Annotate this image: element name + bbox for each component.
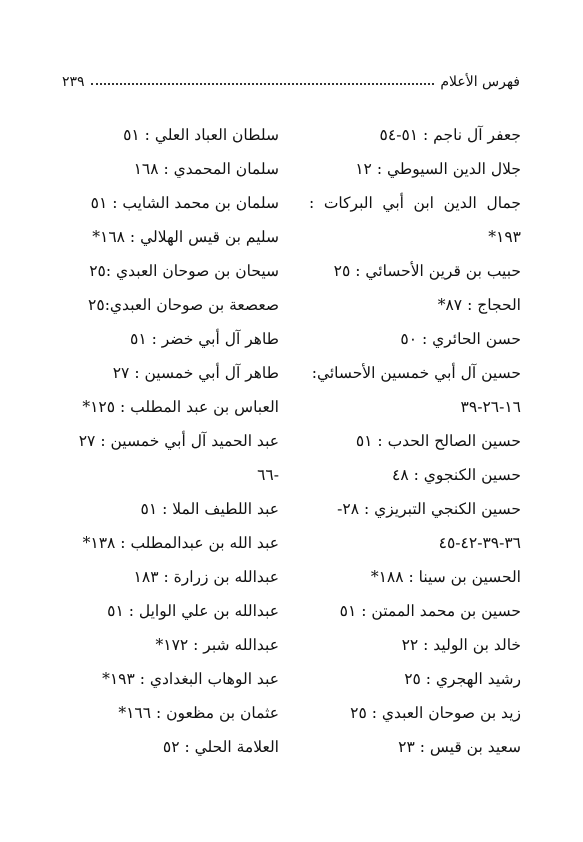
index-entry: سيحان بن صوحان العبدي :٢٥ [89,262,279,280]
index-entry: صعصعة بن صوحان العبدي:٢٥ [88,296,279,314]
page-number: ٢٣٩ [62,74,85,90]
index-column-right [309,118,521,764]
header-title: فهرس الأعلام [440,74,520,90]
index-entry: حسين الصالح الحدب : ٥١ [355,432,521,450]
index-entry: عبد الله بن عبدالمطلب : ١٣٨* [82,534,279,552]
index-entry: خالد بن الوليد : ٢٢ [401,636,521,654]
index-entry: سلمان المحمدي : ١٦٨ [133,160,279,178]
index-entry: حبيب بن قرين الأحسائي : ٢٥ [333,262,521,280]
index-entry-continuation: ١٩٣* [488,228,521,246]
index-entry: سليم بن قيس الهلالي : ١٦٨* [92,228,279,246]
index-entry: طاهر آل أبي خمسين : ٢٧ [112,364,279,382]
index-entry: جمال الدين ابن أبي البركات : [309,194,521,212]
index-entry: حسين الكنجوي : ٤٨ [392,466,521,484]
index-column-left [55,118,279,764]
index-entry: رشيد الهجري : ٢٥ [404,670,521,688]
index-entry-continuation: ١٦-٢٦-٣٩ [460,398,521,416]
index-entry: عثمان بن مظعون : ١٦٦* [118,704,279,722]
index-entry: حسن الحائري : ٥٠ [400,330,521,348]
index-entry: زيد بن صوحان العبدي : ٢٥ [350,704,521,722]
index-entry-continuation: ٣٦-٣٩-٤٢-٤٥ [438,534,521,552]
index-entry: سعيد بن قيس : ٢٣ [398,738,521,756]
index-entry: الحسين بن سينا : ١٨٨* [370,568,521,586]
index-entry: عبد اللطيف الملا : ٥١ [140,500,279,518]
index-entry: عبدالله بن زرارة : ١٨٣ [133,568,279,586]
index-entry: عبدالله بن علي الوايل : ٥١ [107,602,279,620]
dot-leader [91,83,435,85]
index-entry: حسين بن محمد الممتن : ٥١ [339,602,521,620]
index-entry: العباس بن عبد المطلب : ١٢٥* [82,398,279,416]
index-entry: جعفر آل ناجم : ٥١-٥٤ [379,126,521,144]
index-entry: الحجاج : ٨٧* [437,296,521,314]
page-header [62,64,520,90]
index-entry: العلامة الحلي : ٥٢ [162,738,279,756]
index-entry: حسين الكنجي التبريزي : ٢٨- [337,500,521,518]
index-entry: عبدالله شبر : ١٧٢* [155,636,279,654]
index-entry: سلمان بن محمد الشايب : ٥١ [90,194,279,212]
index-entry-continuation: -٦٦ [257,466,279,484]
index-entry: حسين آل أبي خمسين الأحسائي: [311,364,521,382]
index-entry: عبد الحميد آل أبي خمسين : ٢٧ [78,432,279,450]
index-entry: جلال الدين السيوطي : ١٢ [355,160,521,178]
index-entry: طاهر آل أبي خضر : ٥١ [130,330,279,348]
index-entry: سلطان العباد العلي : ٥١ [123,126,279,144]
index-entry: عبد الوهاب البغدادي : ١٩٣* [102,670,279,688]
